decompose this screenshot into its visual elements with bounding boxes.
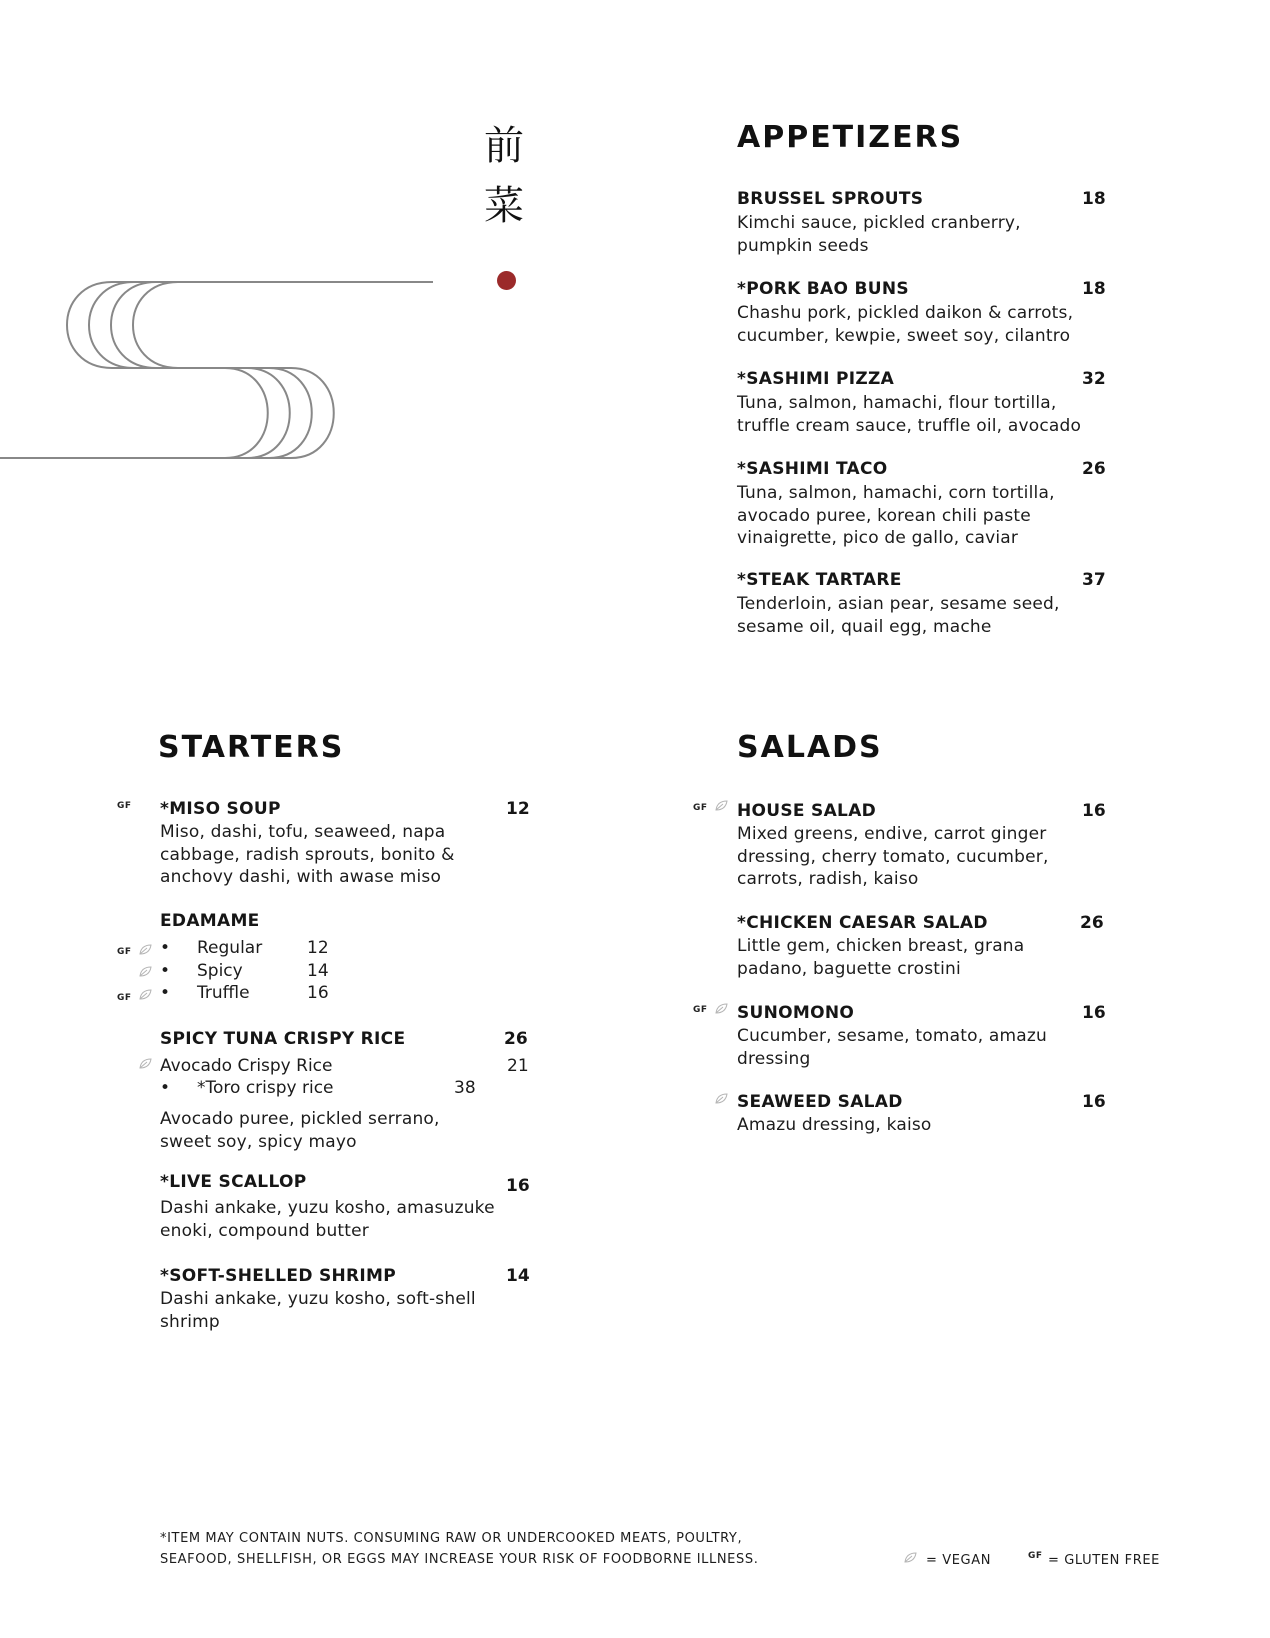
variant-label: *Toro crispy rice <box>197 1078 334 1098</box>
menu-item-name: *SASHIMI PIZZA <box>737 369 895 389</box>
description-line: sweet soy, spicy mayo <box>160 1131 357 1152</box>
menu-item-name: *MISO SOUP <box>160 799 281 819</box>
edamame-option-price: 14 <box>307 961 329 981</box>
description-line: enoki, compound butter <box>160 1220 369 1241</box>
disclaimer-line: *ITEM MAY CONTAIN NUTS. CONSUMING RAW OR UNDERCOOKED MEATS, POULTRY, <box>160 1531 743 1546</box>
description-line: truffle cream sauce, truffle oil, avocado <box>737 415 1082 436</box>
appetizers-heading: APPETIZERS <box>737 120 964 155</box>
menu-item-name: *STEAK TARTARE <box>737 570 902 590</box>
vegan-leaf-icon <box>903 1552 917 1564</box>
menu-item-price: 37 <box>1082 570 1106 590</box>
menu-item-name: SEAWEED SALAD <box>737 1092 903 1112</box>
menu-item-name: HOUSE SALAD <box>737 801 877 821</box>
description-line: dressing <box>737 1048 811 1069</box>
description-line: Cucumber, sesame, tomato, amazu <box>737 1026 1048 1046</box>
description-line: Chashu pork, pickled daikon & carrots, <box>737 303 1074 323</box>
vegan-leaf-icon <box>138 1058 152 1070</box>
description-line: pumpkin seeds <box>737 235 869 256</box>
menu-item-name: *PORK BAO BUNS <box>737 279 909 299</box>
description-line: Little gem, chicken breast, grana <box>737 936 1025 956</box>
menu-item-name: *SOFT-SHELLED SHRIMP <box>160 1266 397 1286</box>
edamame-option-label: Spicy <box>197 961 243 981</box>
salads-heading: SALADS <box>737 730 883 765</box>
menu-item-price: 16 <box>1082 1003 1106 1023</box>
gluten-free-marker: GF <box>693 803 708 813</box>
vegan-leaf-icon <box>138 944 152 956</box>
gluten-free-marker: GF <box>117 947 132 957</box>
allergen-disclaimer <box>160 1528 758 1570</box>
description-line: dressing, cherry tomato, cucumber, <box>737 846 1049 867</box>
menu-item-description <box>160 821 455 889</box>
description-line: shrimp <box>160 1311 220 1332</box>
menu-item-name: *CHICKEN CAESAR SALAD <box>737 913 988 933</box>
description-line: Avocado puree, pickled serrano, <box>160 1109 440 1129</box>
menu-item-description <box>737 935 1024 980</box>
vegan-leaf-icon <box>138 966 152 978</box>
menu-item-price: 32 <box>1082 369 1106 389</box>
menu-item-price: 18 <box>1082 189 1106 209</box>
bullet: • <box>160 983 171 1003</box>
menu-item-description <box>737 482 1055 550</box>
menu-item-price: 26 <box>504 1029 528 1049</box>
menu-item-name: *SASHIMI TACO <box>737 459 888 479</box>
vegan-leaf-icon <box>138 989 152 1001</box>
vegan-legend: = VEGAN <box>926 1553 992 1568</box>
menu-item-price: 14 <box>506 1266 530 1286</box>
variant-label: Avocado Crispy Rice <box>160 1056 333 1076</box>
description-line: Dashi ankake, yuzu kosho, soft-shell <box>160 1289 476 1309</box>
description-line: Kimchi sauce, pickled cranberry, <box>737 213 1021 233</box>
menu-item-name: *LIVE SCALLOP <box>160 1172 307 1192</box>
menu-item-description <box>160 1197 495 1242</box>
variant-price: 21 <box>507 1056 529 1076</box>
kanji-char-2: 菜 <box>484 183 524 229</box>
variant-price: 38 <box>454 1078 476 1098</box>
description-line: sesame oil, quail egg, mache <box>737 616 992 637</box>
menu-item-name: SPICY TUNA CRISPY RICE <box>160 1029 406 1049</box>
menu-item-description <box>737 823 1049 891</box>
description-line: Dashi ankake, yuzu kosho, amasuzuke <box>160 1198 495 1218</box>
description-line: padano, baguette crostini <box>737 958 961 979</box>
description-line: avocado puree, korean chili paste <box>737 505 1031 526</box>
menu-item-description <box>737 392 1081 437</box>
description-line: Tenderloin, asian pear, sesame seed, <box>737 594 1060 614</box>
menu-item-description <box>737 212 1021 257</box>
bullet: • <box>160 1078 171 1098</box>
bullet: • <box>160 938 171 958</box>
disclaimer-line: SEAFOOD, SHELLFISH, OR EGGS MAY INCREASE YOUR RISK OF FOODBORNE ILLNESS. <box>160 1552 759 1567</box>
menu-item-description <box>737 1025 1047 1070</box>
gluten-free-marker: GF <box>117 993 132 1003</box>
menu-item-description <box>160 1288 476 1333</box>
menu-item-price: 16 <box>506 1176 530 1196</box>
gluten-free-marker: GF <box>693 1005 708 1015</box>
edamame-option-label: Regular <box>197 938 263 958</box>
kanji-char-1: 前 <box>484 123 524 169</box>
vegan-leaf-icon <box>714 1003 728 1015</box>
menu-item-description <box>160 1108 440 1153</box>
red-dot-ornament <box>497 271 516 290</box>
edamame-option-price: 16 <box>307 983 329 1003</box>
menu-item-name: EDAMAME <box>160 911 260 931</box>
description-line: carrots, radish, kaiso <box>737 869 919 889</box>
edamame-option-label: Truffle <box>197 983 250 1003</box>
menu-item-price: 16 <box>1082 801 1106 821</box>
bullet: • <box>160 961 171 981</box>
description-line: Tuna, salmon, hamachi, flour tortilla, <box>737 393 1057 413</box>
gluten-free-legend-symbol: GF <box>1028 1551 1043 1561</box>
description-line: cabbage, radish sprouts, bonito & <box>160 844 455 865</box>
gluten-free-marker: GF <box>117 801 132 811</box>
menu-item-description <box>737 593 1060 638</box>
wave-ornament <box>0 270 440 470</box>
menu-item-name: BRUSSEL SPROUTS <box>737 189 924 209</box>
menu-item-name: SUNOMONO <box>737 1003 855 1023</box>
description-line: Miso, dashi, tofu, seaweed, napa <box>160 822 446 842</box>
description-line: anchovy dashi, with awase miso <box>160 867 442 887</box>
menu-item-price: 12 <box>506 799 530 819</box>
description-line: Mixed greens, endive, carrot ginger <box>737 824 1047 844</box>
vegan-leaf-icon <box>714 800 728 812</box>
menu-item-price: 16 <box>1082 1092 1106 1112</box>
description-line: vinaigrette, pico de gallo, caviar <box>737 528 1019 548</box>
menu-item-description <box>737 1114 932 1137</box>
vegan-leaf-icon <box>714 1093 728 1105</box>
menu-item-description <box>737 302 1073 347</box>
description-line: Tuna, salmon, hamachi, corn tortilla, <box>737 483 1055 503</box>
edamame-option-price: 12 <box>307 938 329 958</box>
gluten-free-legend: = GLUTEN FREE <box>1048 1553 1160 1568</box>
menu-item-price: 18 <box>1082 279 1106 299</box>
menu-item-price: 26 <box>1082 459 1106 479</box>
starters-heading: STARTERS <box>158 730 345 765</box>
description-line: cucumber, kewpie, sweet soy, cilantro <box>737 325 1071 346</box>
description-line: Amazu dressing, kaiso <box>737 1115 932 1135</box>
menu-item-price: 26 <box>1080 913 1104 933</box>
